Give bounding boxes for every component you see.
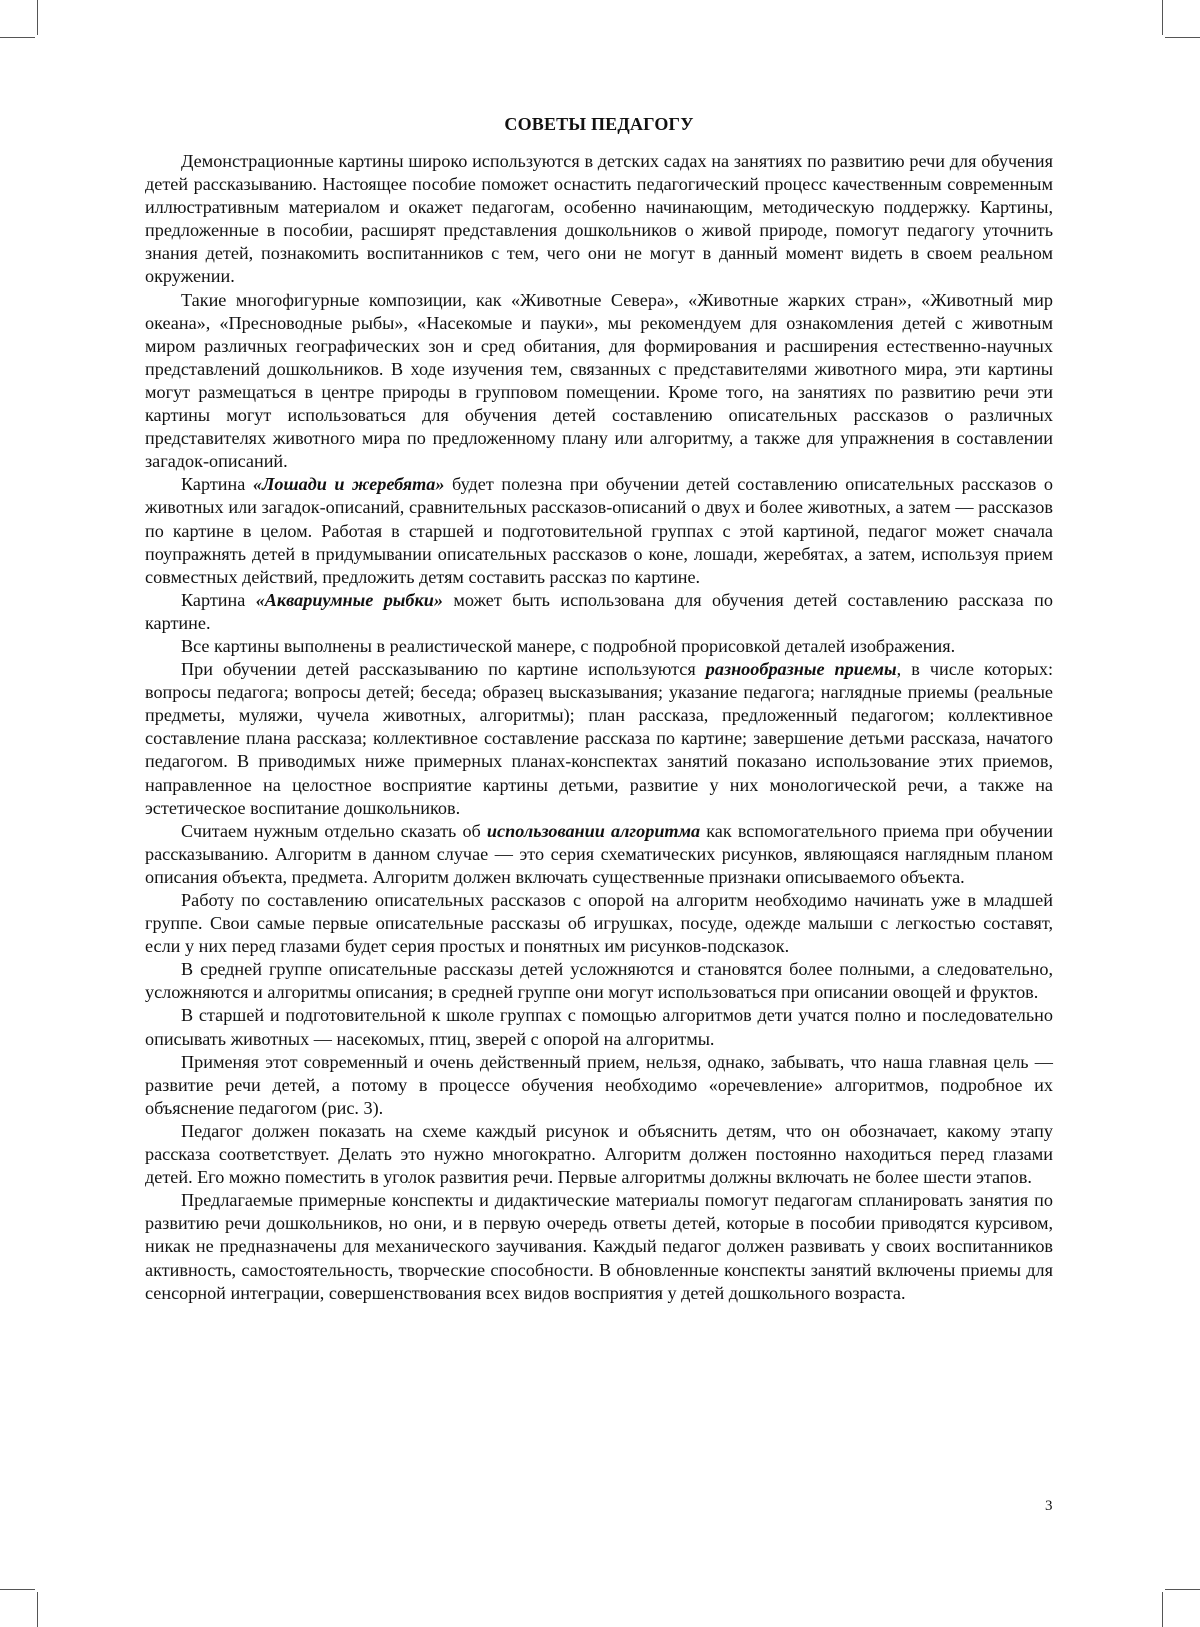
text-segment: будет полезна при обучении детей составлению описательных рассказов о животных или загадок-описаний, сравнительных рассказов-описаний о двух и более животных, а затем — рассказов по картине в целом. Работая в старшей и подготовительной группах с этой картиной, педагог может сначала поупражнять детей в придумывании описательных рассказов о коне, лошади, жеребятах, а затем, используя прием совместных действий, предложить детям составить рассказ по картине.	[145, 474, 1053, 587]
paragraph	[145, 958, 1053, 1004]
text-segment: В средней группе описательные рассказы детей усложняются и становятся более полными, а следовательно, усложняются и алгоритмы описания; в средней группе они могут использоваться при описании овощей и фруктов.	[145, 959, 1053, 1003]
paragraph	[145, 658, 1053, 820]
crop-mark-top-right-horizontal	[1165, 37, 1200, 38]
paragraph	[145, 889, 1053, 958]
crop-mark-bottom-right-horizontal	[1165, 1589, 1200, 1590]
page-title: СОВЕТЫ ПЕДАГОГУ	[504, 114, 694, 134]
text-segment: Демонстрационные картины широко используются в детских садах на занятиях по развитию речи для обучения детей рассказыванию. Настоящее пособие поможет оснастить педагогический процесс качественным современным иллюстративным материалом и окажет педагогам, особенно начинающим, методическую поддержку. Картины, предложенные в пособии, расширят представления дошкольников о живой природе, помогут педагогу уточнить знания детей, познакомить воспитанников с тем, чего они не могут в данный момент видеть в своем реальном окружении.	[145, 151, 1053, 287]
text-segment: При обучении детей рассказыванию по картине используются	[181, 659, 706, 680]
crop-mark-bottom-left	[37, 1592, 38, 1627]
paragraph	[145, 589, 1053, 635]
paragraph	[145, 1120, 1053, 1189]
paragraph	[145, 289, 1053, 474]
crop-mark-bottom-left-horizontal	[0, 1589, 35, 1590]
crop-mark-top-right	[1162, 0, 1163, 35]
page-content	[145, 112, 1053, 1305]
emphasized-text: разнообразные приемы	[705, 659, 897, 680]
text-segment: Применяя этот современный и очень действенный прием, нельзя, однако, забывать, что наша главная цель — развитие речи детей, а потому в процессе обучения необходимо «оречевление» алгоритмов, подробное их объяснение педагогом (рис. 3).	[145, 1051, 1053, 1118]
text-segment: Считаем нужным отдельно сказать об	[181, 820, 487, 841]
paragraph	[145, 1189, 1053, 1304]
paragraph	[145, 150, 1053, 289]
emphasized-text: использовании алгоритма	[486, 820, 701, 841]
paragraph	[145, 1051, 1053, 1120]
paragraph	[145, 473, 1053, 588]
text-segment: Предлагаемые примерные конспекты и дидактические материалы помогут педагогам спланировать занятия по развитию речи дошкольников, но они, и в первую очередь ответы детей, которые в пособии приводятся курсивом, никак не предназначены для механического заучивания. Каждый педагог должен развивать у своих воспитанников активность, самостоятельность, творческие способности. В обновленные конспекты занятий включены приемы для сенсорной интеграции, совершенствования всех видов восприятия у детей дошкольного возраста.	[145, 1190, 1053, 1303]
crop-mark-bottom-right	[1162, 1592, 1163, 1627]
text-segment: Педагог должен показать на схеме каждый рисунок и объяснить детям, что он обозначает, какому этапу рассказа соответствует. Делать это нужно многократно. Алгоритм должен постоянно находиться перед глазами детей. Его можно поместить в уголок развития речи. Первые алгоритмы должны включать не более шести этапов.	[145, 1120, 1053, 1188]
page-number: 3	[1045, 1498, 1053, 1514]
emphasized-text: «Лошади и жеребята»	[252, 474, 445, 495]
crop-mark-top-left	[37, 0, 38, 35]
text-segment: может быть использована для обучения детей составлению рассказа по картине.	[145, 589, 1053, 633]
text-segment: В старшей и подготовительной к школе группах с помощью алгоритмов дети учатся полно и последовательно описывать животных — насекомых, птиц, зверей с опорой на алгоритмы.	[145, 1005, 1053, 1049]
text-segment: Работу по составлению описательных рассказов с опорой на алгоритм необходимо начинать уже в младшей группе. Свои самые первые описательные рассказы об игрушках, посуде, одежде малыши с легкостью составят, если у них перед глазами будет серия простых и понятных им рисунков-подсказок.	[145, 890, 1053, 957]
text-segment: Такие многофигурные композиции, как «Животные Севера», «Животные жарких стран», «Животный мир океана», «Пресноводные рыбы», «Насекомые и пауки», мы рекомендуем для ознакомления детей с животным миром различных географических зон и сред обитания, для формирования и расширения естественно-научных представлений дошкольников. В ходе изучения тем, связанных с представителями животного мира, эти картины могут размещаться в центре природы в групповом помещении. Кроме того, на занятиях по развитию речи эти картины могут использоваться для обучения детей составлению описательных рассказов о различных представителях животного мира по предложенному плану или алгоритму, а также для упражнения в составлении загадок-описаний.	[145, 289, 1053, 472]
crop-mark-top-left-horizontal	[0, 37, 35, 38]
paragraph	[145, 1004, 1053, 1050]
text-segment: , в числе которых: вопросы педагога; вопросы детей; беседа; образец высказывания; указание педагога; наглядные приемы (реальные предметы, муляжи, чучела животных, алгоритмы); план рассказа, предложенный педагогом; коллективное составление плана рассказа; коллективное составление рассказа по картине; завершение детьми рассказа, начатого педагогом. В приводимых ниже примерных планах-конспектах занятий показано использование этих приемов, направленное на целостное восприятие картины детьми, развитие у них монологической речи, а также на эстетическое воспитание дошкольников.	[145, 659, 1054, 818]
paragraph	[145, 820, 1053, 889]
body-text	[145, 150, 1053, 1305]
paragraph	[145, 635, 1053, 658]
text-segment: как вспомогательного приема при обучении рассказыванию. Алгоритм в данном случае — это серия схематических рисунков, являющаяся наглядным планом описания объекта, предмета. Алгоритм должен включать существенные признаки описываемого объекта.	[145, 820, 1053, 887]
text-segment: Все картины выполнены в реалистической манере, с подробной прорисовкой деталей изображения.	[181, 635, 956, 656]
text-segment: Картина	[181, 474, 253, 495]
text-segment: Картина	[181, 589, 256, 610]
emphasized-text: «Аквариумные рыбки»	[255, 589, 443, 610]
